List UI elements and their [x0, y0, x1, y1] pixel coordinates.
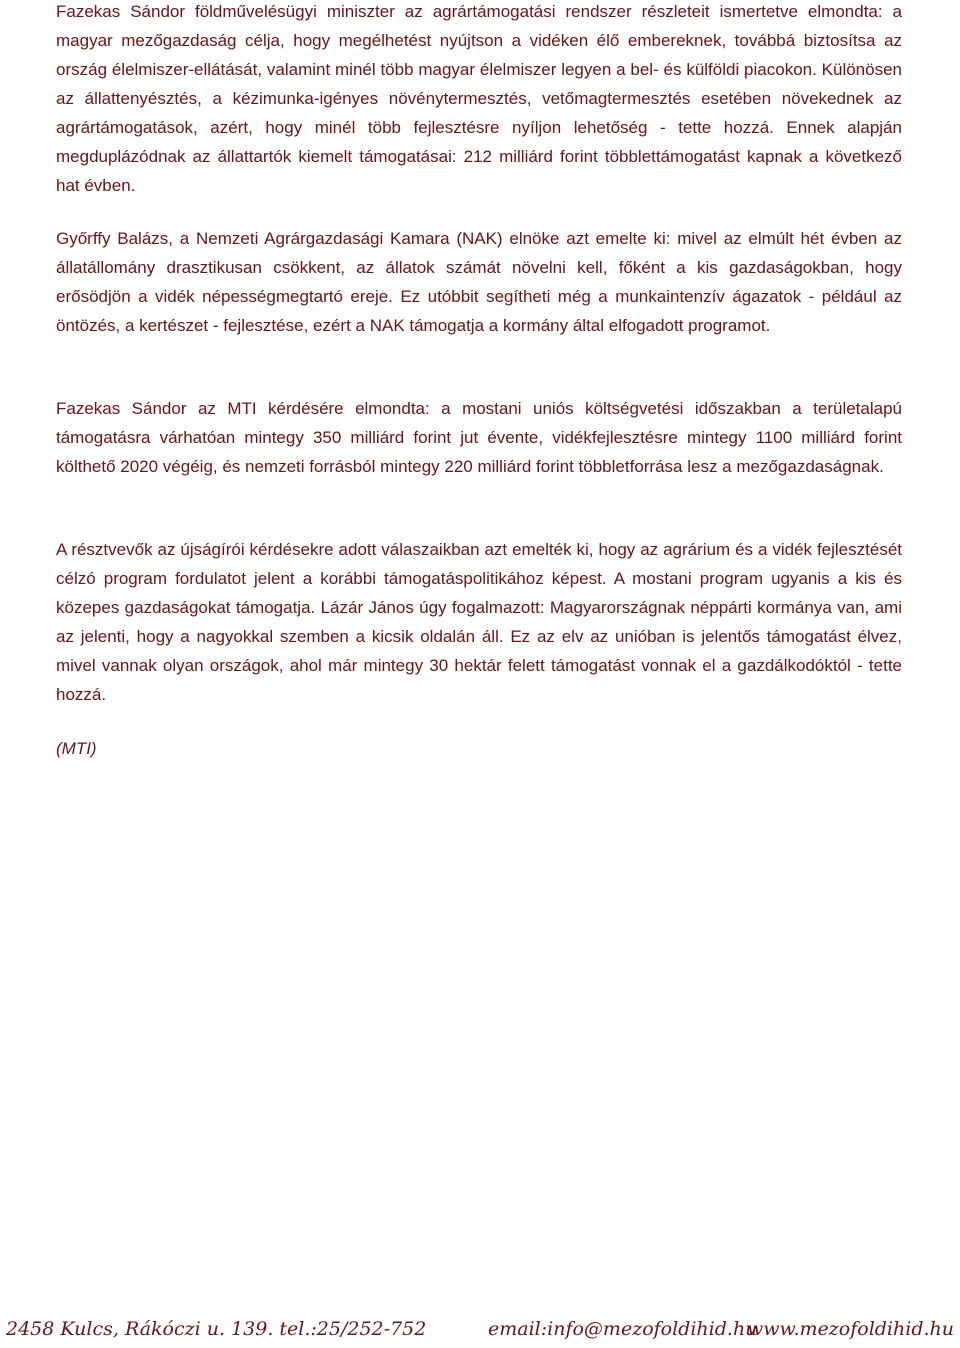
- footer-email-link[interactable]: email:info@mezofoldihid.hu: [488, 1318, 758, 1340]
- article-paragraph-3: Fazekas Sándor az MTI kérdésére elmondta: a mostani uniós költségvetési időszakban a területalapú támogatásra várhatóan mintegy 350 milliárd forint jut évente, vidékfejlesztésre mintegy 1100 milliárd forint költhető 2020 végéig, és nemzeti forrásból mintegy 220 milliárd forint többletforrása lesz a mezőgazdaságnak.: [56, 399, 902, 476]
- footer-address: 2458 Kulcs, Rákóczi u. 139. tel.:25/252-752: [6, 1318, 427, 1340]
- article-paragraph-1: Fazekas Sándor földművelésügyi miniszter az agrártámogatási rendszer részleteit ismertetve elmondta: a magyar mezőgazdaság célja, hogy megélhetést nyújtson a vidéken élő embereknek, továbbá biztosítsa az ország élelmiszer-ellátását, valamint minél több magyar élelmiszer legyen a bel- és külföldi piacokon. Különösen az állattenyésztés, a kézimunka-igényes növénytermesztés, vetőmagtermesztés esetében növekednek az agrártámogatások, azért, hogy minél több fejlesztésre nyíljon lehetőség - tette hozzá. Ennek alapján megduplázódnak az állattartók kiemelt támogatásai: 212 milliárd forint többlettámogatást kapnak a következő hat évben.: [56, 2, 902, 195]
- article-source: (MTI): [56, 739, 97, 758]
- article-paragraph-2: Győrffy Balázs, a Nemzeti Agrárgazdasági Kamara (NAK) elnöke azt emelte ki: mivel az elmúlt hét évben az állatállomány drasztikusan csökkent, az állatok számát növelni kell, főként a kis gazdaságokban, hogy erősödjön a vidék népességmegtartó ereje. Ez utóbbit segítheti még a munkaintenzív ágazatok - például az öntözés, a kertészet - fejlesztése, ezért a NAK támogatja a kormány által elfogadott programot.: [56, 229, 902, 335]
- footer-website-link[interactable]: www.mezofoldihid.hu: [746, 1318, 954, 1340]
- article-paragraph-4: A résztvevők az újságírói kérdésekre adott válaszaikban azt emelték ki, hogy az agrárium és a vidék fejlesztését célzó program fordulatot jelent a korábbi támogatáspolitikához képest. A mostani program ugyanis a kis és közepes gazdaságokat támogatja. Lázár János úgy fogalmazott: Magyarországnak néppárti kormánya van, ami az jelenti, hogy a nagyokkal szemben a kicsik oldalán áll. Ez az elv az unióban is jelentős támogatást élvez, mivel vannak olyan országok, ahol már mintegy 30 hektár felett támogatást vonnak el a gazdálkodóktól - tette hozzá.: [56, 540, 902, 704]
- page-footer: [0, 1318, 960, 1348]
